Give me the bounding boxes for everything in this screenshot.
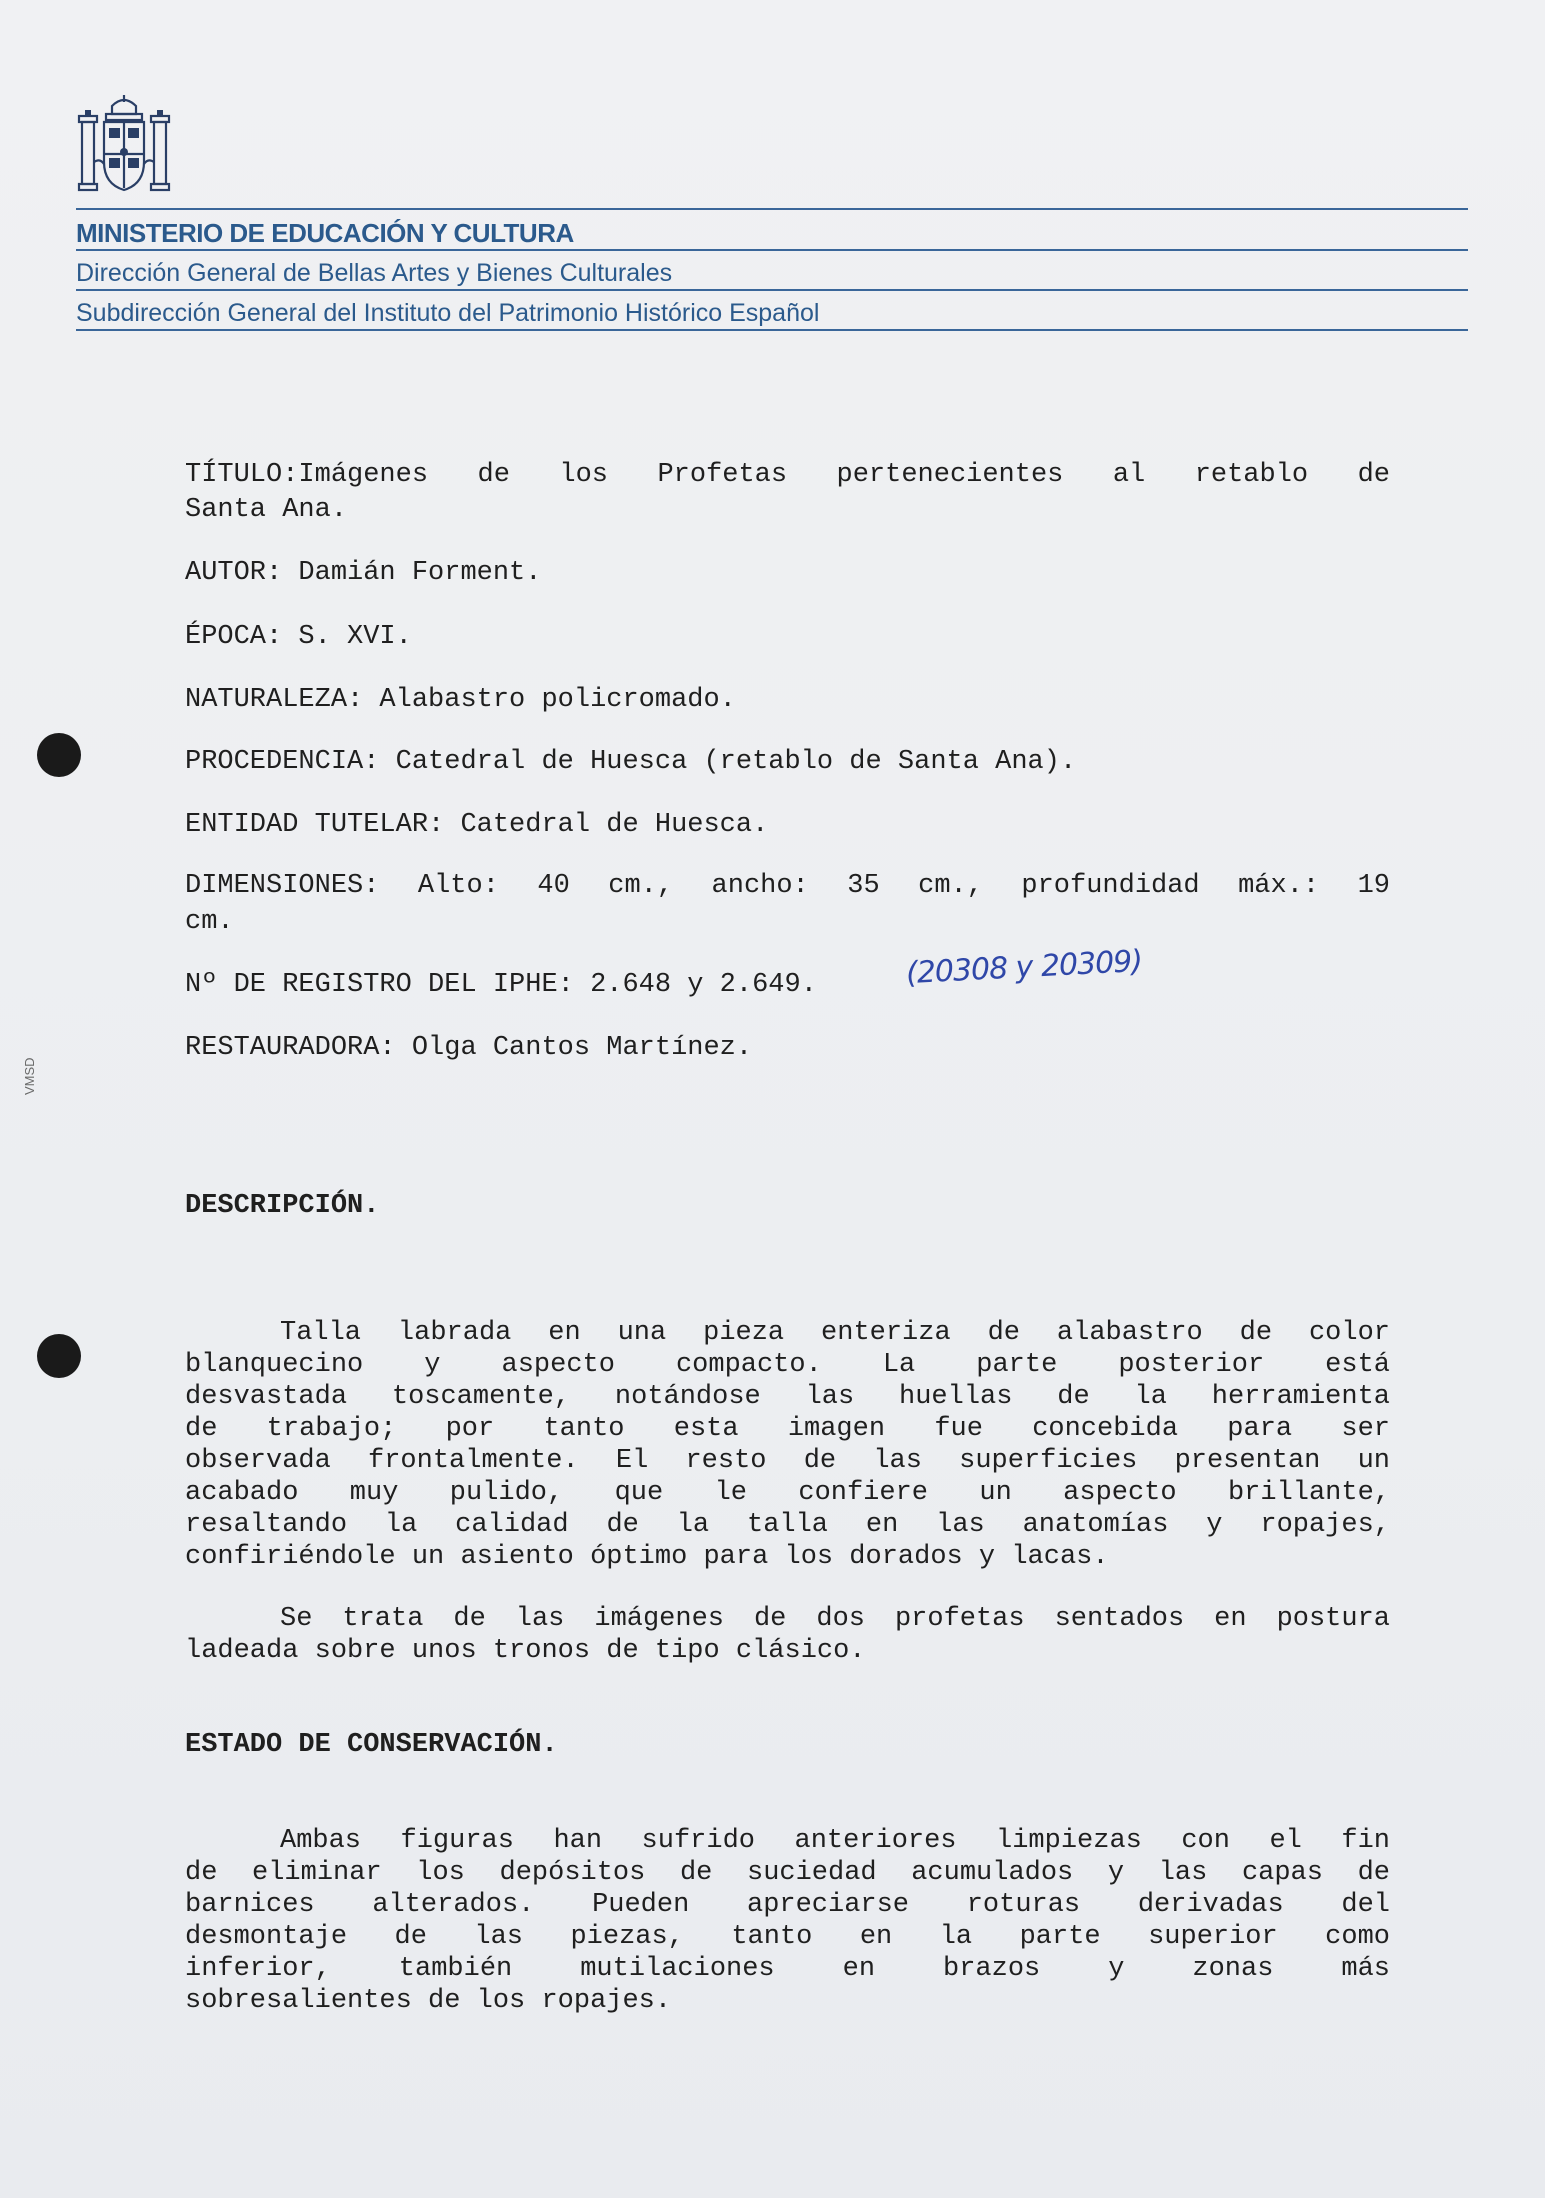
section-conservacion-title: ESTADO DE CONSERVACIÓN. xyxy=(185,1730,558,1760)
field-procedencia: PROCEDENCIA: Catedral de Huesca (retablo de Santa Ana). xyxy=(185,747,1077,777)
paragraph-line: confiriéndole un asiento óptimo para los dorados y lacas. xyxy=(185,1542,1109,1572)
coat-of-arms-icon xyxy=(74,92,174,200)
paragraph-line: desvastada toscamente, notándose las huellas de la herramienta xyxy=(185,1382,1390,1412)
paragraph-line: barnices alterados. Pueden apreciarse roturas derivadas del xyxy=(185,1890,1390,1920)
descripcion-paragraph-2 xyxy=(185,1603,1390,1667)
field-restauradora: RESTAURADORA: Olga Cantos Martínez. xyxy=(185,1033,753,1063)
margin-stamp: VMSD xyxy=(22,1057,37,1095)
paragraph-line: blanquecino y aspecto compacto. La parte posterior está xyxy=(185,1350,1390,1380)
field-titulo-line2: Santa Ana. xyxy=(185,495,348,525)
paragraph-line: Se trata de las imágenes de dos profetas sentados en postura xyxy=(280,1604,1390,1634)
header-rule-4 xyxy=(76,329,1468,331)
direction-name: Dirección General de Bellas Artes y Bienes Culturales xyxy=(76,259,673,287)
punch-hole-top xyxy=(37,733,81,777)
paragraph-line: de eliminar los depósitos de suciedad acumulados y las capas de xyxy=(185,1858,1390,1888)
field-registro: Nº DE REGISTRO DEL IPHE: 2.648 y 2.649. xyxy=(185,970,817,1000)
field-titulo-line1: TÍTULO:Imágenes de los Profetas pertenecientes al retablo de xyxy=(185,460,1390,490)
section-descripcion-title: DESCRIPCIÓN. xyxy=(185,1191,380,1221)
paragraph-line: Talla labrada en una pieza enteriza de alabastro de color xyxy=(280,1318,1390,1348)
subdirection-name: Subdirección General del Instituto del Patrimonio Histórico Español xyxy=(76,299,820,327)
header-rule-2 xyxy=(76,249,1468,251)
handwritten-annotation: (20308 y 20309) xyxy=(905,943,1143,992)
paragraph-line: Ambas figuras han sufrido anteriores limpiezas con el fin xyxy=(280,1826,1390,1856)
field-dimensiones-line1: DIMENSIONES: Alto: 40 cm., ancho: 35 cm., profundidad máx.: 19 xyxy=(185,871,1390,901)
ministry-name: MINISTERIO DE EDUCACIÓN Y CULTURA xyxy=(76,218,574,248)
paragraph-line: sobresalientes de los ropajes. xyxy=(185,1986,672,2016)
conservacion-paragraph-1 xyxy=(185,1825,1390,2017)
field-autor: AUTOR: Damián Forment. xyxy=(185,558,542,588)
paragraph-line: observada frontalmente. El resto de las superficies presentan un xyxy=(185,1446,1390,1476)
field-entidad-tutelar: ENTIDAD TUTELAR: Catedral de Huesca. xyxy=(185,810,769,840)
header-rule-3 xyxy=(76,289,1468,291)
paragraph-line: inferior, también mutilaciones en brazos y zonas más xyxy=(185,1954,1390,1984)
paragraph-line: resaltando la calidad de la talla en las anatomías y ropajes, xyxy=(185,1510,1390,1540)
paragraph-line: de trabajo; por tanto esta imagen fue concebida para ser xyxy=(185,1414,1390,1444)
paragraph-line: acabado muy pulido, que le confiere un aspecto brillante, xyxy=(185,1478,1390,1508)
field-naturaleza: NATURALEZA: Alabastro policromado. xyxy=(185,685,736,715)
field-epoca: ÉPOCA: S. XVI. xyxy=(185,622,412,652)
field-dimensiones-line2: cm. xyxy=(185,907,234,937)
header-rule-1 xyxy=(76,208,1468,210)
paragraph-line: desmontaje de las piezas, tanto en la parte superior como xyxy=(185,1922,1390,1952)
paragraph-line: ladeada sobre unos tronos de tipo clásico. xyxy=(185,1636,866,1666)
punch-hole-bottom xyxy=(37,1334,81,1378)
descripcion-paragraph-1 xyxy=(185,1317,1390,1573)
